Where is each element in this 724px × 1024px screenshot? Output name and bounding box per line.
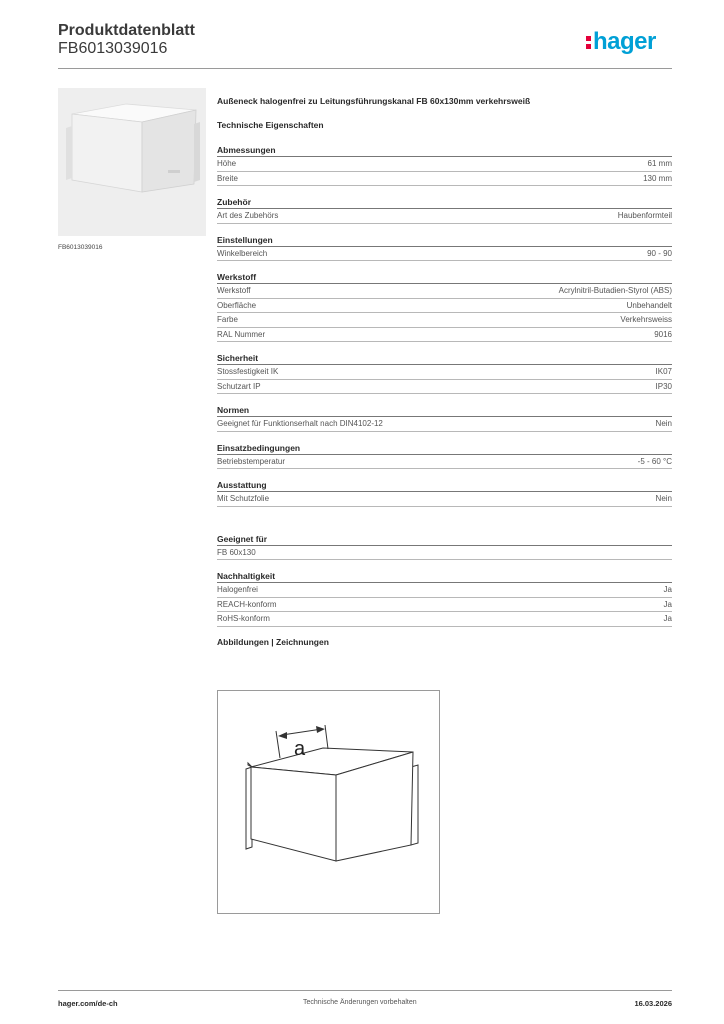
property-label: Höhe bbox=[217, 159, 237, 168]
footer-website: hager.com/de-ch bbox=[58, 999, 118, 1008]
property-value: Unbehandelt bbox=[626, 300, 672, 310]
photo-caption: FB6013039016 bbox=[58, 244, 103, 251]
property-label: Schutzart IP bbox=[217, 381, 261, 391]
property-section bbox=[217, 196, 672, 224]
property-section bbox=[217, 570, 672, 627]
dimension-label: a bbox=[294, 738, 306, 760]
technical-drawing bbox=[217, 690, 440, 914]
footer-date: 16.03.2026 bbox=[634, 999, 672, 1008]
property-row bbox=[217, 299, 672, 314]
section-title: Normen bbox=[217, 404, 672, 417]
property-value: Haubenformteil bbox=[617, 211, 672, 220]
header-divider bbox=[58, 68, 672, 69]
property-value: IK07 bbox=[655, 367, 672, 376]
document-title: Produktdatenblatt bbox=[58, 22, 195, 39]
property-label: Winkelbereich bbox=[217, 248, 268, 258]
property-label: Geeignet für Funktionserhalt nach DIN4102-12 bbox=[217, 419, 383, 428]
property-row bbox=[217, 380, 672, 395]
product-code: FB6013039016 bbox=[58, 40, 168, 57]
property-section bbox=[217, 271, 672, 342]
tech-heading: Technische Eigenschaften bbox=[217, 120, 324, 130]
property-section bbox=[217, 442, 672, 470]
property-value: 61 mm bbox=[647, 159, 672, 168]
section-title: Abmessungen bbox=[217, 144, 672, 157]
footer-divider bbox=[58, 990, 672, 991]
property-label: FB 60x130 bbox=[217, 547, 256, 557]
property-row bbox=[217, 583, 672, 598]
property-row bbox=[217, 598, 672, 613]
property-value: 90 - 90 bbox=[647, 248, 672, 258]
property-row bbox=[217, 455, 672, 470]
properties-list bbox=[217, 144, 672, 507]
property-value: -5 - 60 °C bbox=[637, 456, 672, 466]
section-title: Einstellungen bbox=[217, 234, 672, 247]
property-row bbox=[217, 365, 672, 380]
property-label: REACH-konform bbox=[217, 599, 277, 609]
section-title: Einsatzbedingungen bbox=[217, 442, 672, 455]
property-value: Ja bbox=[663, 585, 672, 594]
property-row bbox=[217, 417, 672, 432]
property-label: Betriebstemperatur bbox=[217, 456, 286, 466]
section-title: Ausstattung bbox=[217, 479, 672, 492]
properties-list-secondary bbox=[217, 533, 672, 627]
property-value: Ja bbox=[663, 614, 672, 623]
property-label: Halogenfrei bbox=[217, 585, 258, 594]
property-row bbox=[217, 328, 672, 343]
property-value: Acrylnitril-Butadien-Styrol (ABS) bbox=[558, 286, 672, 295]
property-value: Verkehrsweiss bbox=[620, 315, 672, 324]
section-title: Geeignet für bbox=[217, 533, 672, 546]
property-row bbox=[217, 157, 672, 172]
property-value: Nein bbox=[655, 419, 672, 428]
property-row bbox=[217, 546, 672, 561]
property-row bbox=[217, 612, 672, 627]
logo-dots-icon bbox=[586, 36, 591, 49]
property-row bbox=[217, 209, 672, 224]
property-section bbox=[217, 479, 672, 507]
property-label: Stossfestigkeit IK bbox=[217, 367, 279, 376]
section-title: Sicherheit bbox=[217, 352, 672, 365]
property-label: RoHS-konform bbox=[217, 614, 270, 623]
property-label: Farbe bbox=[217, 315, 238, 324]
property-label: Oberfläche bbox=[217, 300, 257, 310]
property-section bbox=[217, 144, 672, 186]
spacer bbox=[217, 517, 672, 533]
property-row bbox=[217, 284, 672, 299]
corner-drawing-icon bbox=[218, 691, 439, 913]
property-value: IP30 bbox=[655, 381, 672, 391]
property-section bbox=[217, 352, 672, 394]
property-label: RAL Nummer bbox=[217, 329, 266, 339]
section-title: Zubehör bbox=[217, 196, 672, 209]
logo-text: hager bbox=[593, 28, 656, 55]
property-value: 130 mm bbox=[643, 173, 672, 183]
hager-logo bbox=[586, 26, 656, 58]
product-title: Außeneck halogenfrei zu Leitungsführungskanal FB 60x130mm verkehrsweiß bbox=[217, 96, 531, 106]
property-row bbox=[217, 247, 672, 262]
property-section bbox=[217, 234, 672, 262]
property-row bbox=[217, 172, 672, 187]
property-value: Ja bbox=[663, 599, 672, 609]
property-row bbox=[217, 492, 672, 507]
property-label: Mit Schutzfolie bbox=[217, 494, 270, 503]
property-label: Breite bbox=[217, 173, 238, 183]
footer-disclaimer: Technische Änderungen vorbehalten bbox=[303, 999, 417, 1006]
property-section bbox=[217, 533, 672, 561]
property-label: Art des Zubehörs bbox=[217, 211, 279, 220]
property-value: 9016 bbox=[654, 329, 672, 339]
property-row bbox=[217, 313, 672, 328]
section-title: Nachhaltigkeit bbox=[217, 570, 672, 583]
product-photo-icon bbox=[58, 88, 206, 236]
technical-content bbox=[217, 96, 672, 647]
illustrations-heading: Abbildungen | Zeichnungen bbox=[217, 636, 329, 647]
section-title: Werkstoff bbox=[217, 271, 672, 284]
property-value: Nein bbox=[655, 494, 672, 503]
property-section bbox=[217, 404, 672, 432]
product-photo bbox=[58, 88, 206, 236]
property-label: Werkstoff bbox=[217, 286, 251, 295]
